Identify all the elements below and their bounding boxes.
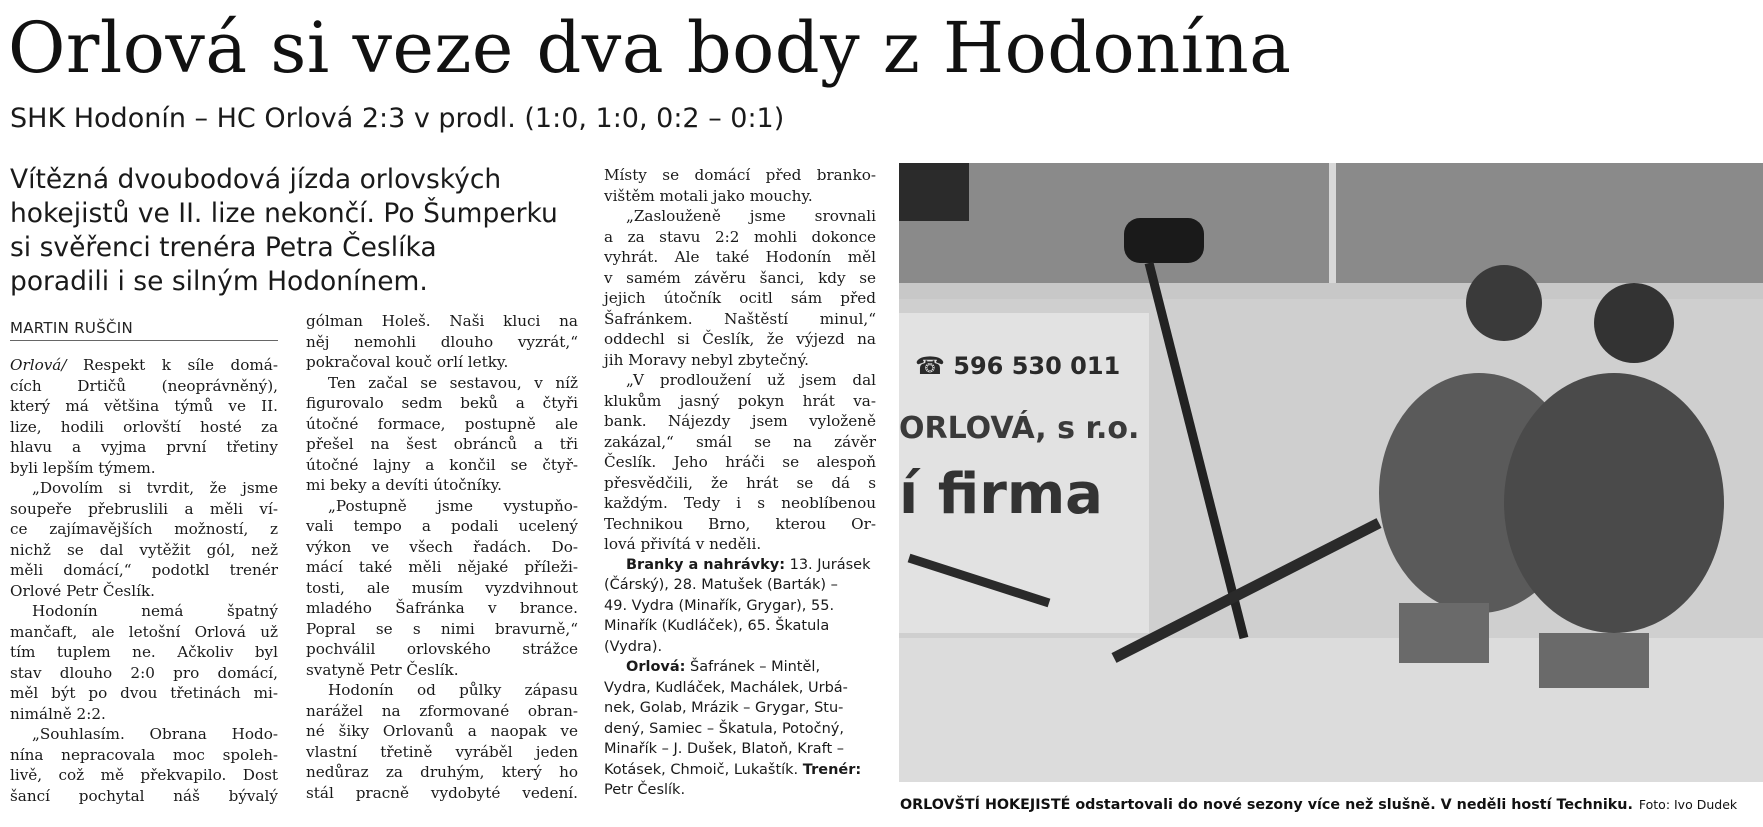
text-line: který má většina týmů ve II. xyxy=(10,397,278,415)
text-line: mančaft, ale letošní Orlová už xyxy=(10,622,278,641)
text-line: jih Moravy nebyl zbytečný. xyxy=(604,350,809,369)
text-line: narážel na zformované obran- xyxy=(306,701,578,720)
text-line: soupeře přebruslili a měli ví- xyxy=(10,499,278,518)
text-line: bank. Nájezdy jsem vyloženě xyxy=(604,412,876,430)
headline: Orlová si veze dva body z Hodonína xyxy=(8,7,1292,89)
byline: MARTIN RUŠČIN xyxy=(10,316,278,341)
text-line: Orlová/ Respekt k síle domá- xyxy=(10,356,278,374)
text-line: hlavu a vyjma první třetiny xyxy=(10,438,278,456)
goals-line: Branky a nahrávky: 13. Jurásek xyxy=(626,556,871,573)
helmet-right xyxy=(1594,283,1674,363)
text-line: Popral se s nimi bravurně,“ xyxy=(306,619,578,638)
goals-line: (Vydra). xyxy=(604,638,663,655)
goals-label: Branky a nahrávky: xyxy=(626,556,785,573)
advert-phone: ☎ 596 530 011 xyxy=(915,352,1121,380)
text-line: vali tempo a podali ucelený xyxy=(306,517,578,535)
text-line: přesvědčili, že hrát se dá s xyxy=(604,473,876,492)
photo-credit: Foto: Ivo Dudek xyxy=(1638,797,1738,812)
text-line: vlastní třetině vyráběl jeden xyxy=(306,742,578,761)
text-line: nína nepracovala moc spoleh- xyxy=(10,745,278,764)
article-column-3 xyxy=(604,165,876,801)
text-line: něj nemohli dlouho vyzrát,“ xyxy=(306,332,578,351)
text-line: vyhrát. Ale také Hodonín měl xyxy=(604,248,876,266)
helmet-left xyxy=(1466,265,1542,341)
caption-lead: ORLOVŠTÍ HOKEJISTÉ xyxy=(900,797,1071,813)
player-right xyxy=(1504,373,1724,633)
text-line: „Souhlasím. Obrana Hodo- xyxy=(32,725,278,743)
text-line: tím tuplem ne. Ačkoliv byl xyxy=(10,643,278,661)
caption-text: odstartovali do nové sezony více než slušně. V neděli hostí Techniku. xyxy=(1070,797,1633,813)
text-line: oddechl si Česlík, že výjezd na xyxy=(604,330,876,348)
text-line: výkon ve všech řadách. Do- xyxy=(306,537,578,556)
text-line: „Zaslouženě jsme srovnali xyxy=(626,207,876,225)
text-line: lize, hodili orlovští hosté za xyxy=(10,417,278,436)
text-line: né šiky Orlovanů a naopak ve xyxy=(306,722,578,740)
text-line: nimálně 2:2. xyxy=(10,704,106,723)
text-line: mladého Šafránka v brance. xyxy=(306,599,578,617)
lead-line: si svěřenci trenéra Petra Česlíka xyxy=(10,232,437,263)
text-line: stál pracně vydobyté vedení. xyxy=(306,783,578,802)
photo-caption xyxy=(900,795,1763,815)
text-line: „Postupně jsme vystupňo- xyxy=(328,496,578,515)
skates-left xyxy=(1399,603,1489,663)
dateline: Orlová/ xyxy=(10,356,67,374)
goals-line: Minařík (Kudláček), 65. Škatula xyxy=(604,618,830,634)
text-line: livě, což mě překvapilo. Dost xyxy=(10,766,278,784)
lineup-line: Kotásek, Chmoič, Lukaštík. Trenér: xyxy=(604,761,862,778)
text-line: Česlík. Jeho hráči se alespoň xyxy=(604,453,876,471)
text-line: cích Drtičů (neoprávněný), xyxy=(10,376,278,395)
dark-sign xyxy=(899,163,969,221)
text-line: v samém závěru šanci, kdy se xyxy=(604,268,876,287)
lineup-line: Vydra, Kudláček, Machálek, Urbá- xyxy=(604,679,848,696)
text-line: vištěm motali jako mouchy. xyxy=(604,186,813,205)
article-column-1 xyxy=(10,355,278,806)
text-line: figurovalo sedm beků a čtyři xyxy=(306,394,578,412)
glove xyxy=(1124,218,1204,263)
text-line: nichž se dal vytěžit gól, než xyxy=(10,540,278,559)
text-line: Orlové Petr Česlík. xyxy=(10,581,155,600)
text-line: měl být po dvou třetinách mi- xyxy=(10,684,278,702)
text-line: měli domácí,“ podotkl trenér xyxy=(10,561,278,579)
text-line: byli lepším týmem. xyxy=(10,458,156,477)
text-line: Ten začal se sestavou, v níž xyxy=(328,373,578,392)
lineup-line: dený, Samiec – Škatula, Potočný, xyxy=(604,720,844,737)
text-line: zakázal,“ smál se na závěr xyxy=(604,432,876,451)
text-line: ce zajímavějších možností, z xyxy=(10,520,278,538)
text-line: pochválil orlovského strážce xyxy=(306,640,578,658)
text-line: klukům jasný pokyn hrát va- xyxy=(604,391,876,410)
text-line: gólman Holeš. Naši kluci na xyxy=(306,312,578,330)
advert-firma: í firma xyxy=(899,462,1103,527)
lineup-line: Minařík – J. Dušek, Blatoň, Kraft – xyxy=(604,741,844,757)
skates-right xyxy=(1539,633,1649,688)
text-line: mácí také měli nějaké příleži- xyxy=(306,558,578,576)
hockey-photo-illustration xyxy=(899,163,1763,782)
coach-label: Trenér: xyxy=(802,761,862,778)
text-line: pokračoval kouč orlí letky. xyxy=(306,353,509,371)
hockey-photo xyxy=(899,163,1763,782)
text-line: každým. Tedy i s neoblíbenou xyxy=(604,494,876,512)
lineup-line: nek, Golab, Mrázik – Grygar, Stu- xyxy=(604,700,844,716)
text-line: Hodonín nemá špatný xyxy=(32,602,278,620)
text-line: nedůraz za druhým, který ho xyxy=(306,763,578,781)
text-line: jejich útočník ocitl sám před xyxy=(604,289,876,307)
text-line: Hodonín od půlky zápasu xyxy=(328,681,578,699)
advert-company: ORLOVÁ, s r.o. xyxy=(899,411,1140,446)
text-line: šancí pochytal náš bývalý xyxy=(10,786,278,805)
text-line: svatyně Petr Česlík. xyxy=(306,660,459,679)
lineup-line: Orlová: Šafránek – Mintěl, xyxy=(626,659,821,675)
text-line: „V prodloužení už jsem dal xyxy=(626,371,876,389)
goals-line: 49. Vydra (Minařík, Grygar), 55. xyxy=(604,597,835,614)
text-line: útočné lajny a končil se čtyř- xyxy=(306,455,578,474)
text-line: a za stavu 2:2 mohli dokonce xyxy=(604,227,876,246)
text-line: Šafránkem. Naštěstí minul,“ xyxy=(604,309,876,328)
text-line: stav dlouho 2:0 pro domácí, xyxy=(10,663,278,682)
text-line: Technikou Brno, kterou Or- xyxy=(604,514,876,533)
text-line: Místy se domácí před branko- xyxy=(604,166,876,184)
lead-line: poradili i se silným Hodonínem. xyxy=(10,266,428,297)
text-line: „Dovolím si tvrdit, že jsme xyxy=(32,479,278,497)
article-column-2 xyxy=(306,311,578,803)
goals-line: (Čárský), 28. Matušek (Barták) – xyxy=(604,577,838,593)
lineup-label: Orlová: xyxy=(626,659,686,675)
match-result-subhead: SHK Hodonín – HC Orlová 2:3 v prodl. (1:0, 1:0, 0:2 – 0:1) xyxy=(10,103,785,134)
text-line: mi beky a devíti útočníky. xyxy=(306,476,502,494)
lead-paragraph xyxy=(10,163,600,299)
text-line: lová přivítá v neděli. xyxy=(604,535,762,553)
lead-line: hokejistů ve II. lize nekončí. Po Šumperku xyxy=(10,198,558,229)
coach-name: Petr Česlík. xyxy=(604,782,686,798)
text-line: přešel na šest obránců a tři xyxy=(306,435,578,453)
text-line: tosti, ale musím vyzdvihnout xyxy=(306,578,578,597)
text-line: útočné formace, postupně ale xyxy=(306,414,578,433)
lead-line: Vítězná dvoubodová jízda orlovských xyxy=(10,164,502,195)
